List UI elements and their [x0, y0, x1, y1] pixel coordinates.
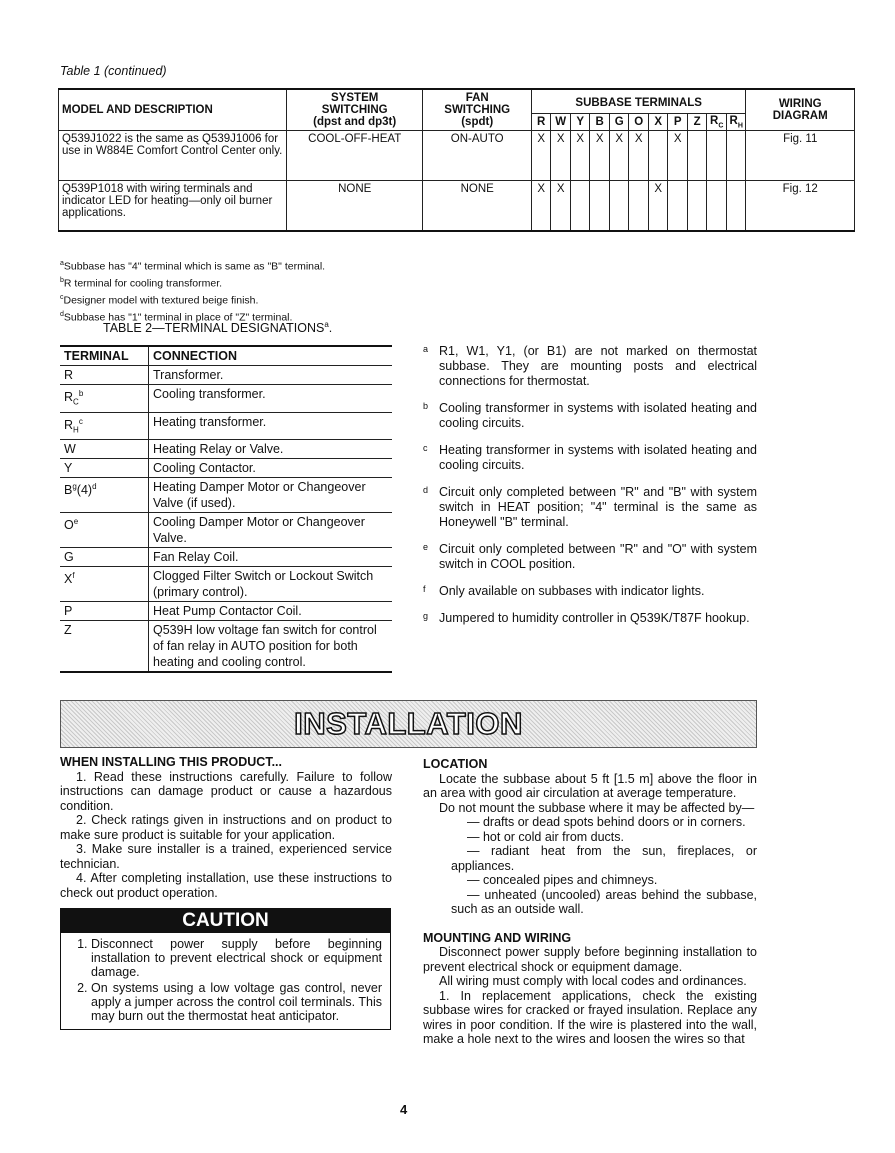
- caution-item: 1. Disconnect power supply before beginning installation to prevent electrical shock or equipment damage.: [91, 937, 382, 979]
- installing-step: 1. Read these instructions carefully. Failure to follow instructions can damage product or cause a hazardous condition.: [60, 769, 392, 813]
- location-heading: LOCATION: [423, 757, 488, 771]
- note-text: Cooling transformer in systems with isolated heating and cooling circuits.: [439, 401, 757, 430]
- connection-cell: Clogged Filter Switch or Lockout Switch (primary control).: [149, 567, 393, 602]
- table1: [58, 88, 855, 232]
- terminal-mark: X: [570, 131, 590, 181]
- table2-row: [60, 412, 392, 440]
- connection-cell: Heating Relay or Valve.: [149, 440, 393, 459]
- row-system: COOL-OFF-HEAT: [286, 131, 423, 181]
- footnote-mark: d: [60, 311, 64, 318]
- terminal-note-mark: b: [78, 389, 84, 398]
- terminal-note: [423, 485, 757, 530]
- terminal-mark: [726, 181, 746, 231]
- terminal-mark: X: [551, 131, 571, 181]
- note-mark: c: [423, 443, 428, 453]
- header-system-l3: (dpst and dp3t): [313, 116, 397, 128]
- terminal-name: R: [64, 390, 74, 405]
- table2-row: [60, 567, 392, 602]
- terminal-cell: [60, 567, 149, 602]
- connection-cell: Cooling Damper Motor or Changeover Valve.: [149, 513, 393, 548]
- note-text: Heating transformer in systems with isolated heating and cooling circuits.: [439, 443, 757, 472]
- row-wiring: Fig. 12: [746, 181, 855, 231]
- table2-row: [60, 513, 392, 548]
- location-para: Do not mount the subbase where it may be affected by—: [439, 800, 755, 815]
- terminal-mark: [570, 181, 590, 231]
- terminal-note-mark: f: [72, 571, 75, 581]
- page-number: 4: [400, 1102, 408, 1117]
- terminal-subscript: H: [737, 122, 743, 130]
- terminal-cell: [60, 366, 149, 385]
- note-text: Circuit only completed between "R" and "B" with system switch in HEAT position; "4" terminal is the same as Honeywell "B" terminal.: [439, 485, 757, 529]
- row-fan: ON-AUTO: [423, 131, 531, 181]
- terminal-name: O: [64, 518, 74, 533]
- header-fan: [423, 89, 531, 131]
- terminal-mark: [609, 181, 629, 231]
- footnote-text: Subbase has "1" terminal in place of "Z" terminal.: [63, 311, 293, 324]
- note-text: Circuit only completed between "R" and "O" with system switch in COOL position.: [439, 542, 757, 571]
- installing-step: 4. After completing installation, use these instructions to check out product operation.: [60, 871, 392, 900]
- terminal-cell: [60, 412, 149, 440]
- terminal-cell: [60, 459, 149, 478]
- terminal-name: X: [64, 572, 73, 587]
- terminal-name: P: [64, 604, 73, 619]
- terminal-note-mark: e: [73, 517, 79, 527]
- table2-row: [60, 385, 392, 413]
- caution-list: [71, 937, 382, 1023]
- footnote: [60, 291, 325, 308]
- footnote: [60, 257, 325, 274]
- terminal-note-mark: c: [78, 416, 83, 426]
- terminal-mark: X: [590, 131, 610, 181]
- header-connection: CONNECTION: [149, 346, 393, 366]
- terminal-letter: B: [595, 115, 604, 128]
- location-bullet: — concealed pipes and chimneys.: [467, 873, 658, 887]
- table2-row: [60, 548, 392, 567]
- terminal-mark: X: [668, 131, 688, 181]
- terminal-letter: W: [555, 115, 567, 128]
- terminal-letter: G: [614, 115, 624, 128]
- connection-cell: Transformer.: [149, 366, 393, 385]
- table2: [60, 345, 392, 673]
- connection-cell: Heat Pump Contactor Coil.: [149, 602, 393, 621]
- header-fan-l2: SWITCHING: [444, 104, 511, 116]
- footnote-text: Subbase has "4" terminal which is same as "B" terminal.: [63, 260, 326, 273]
- note-mark: d: [423, 485, 429, 495]
- terminal-mark: [590, 181, 610, 231]
- terminal-note: [423, 611, 757, 626]
- note-mark: e: [423, 542, 429, 552]
- terminal-mark: [668, 181, 688, 231]
- table1-footnotes: [60, 257, 325, 325]
- table2-row: [60, 478, 392, 513]
- terminal-mark: X: [629, 131, 649, 181]
- terminal-letter: Z: [693, 115, 701, 128]
- header-wiring-l1: WIRING: [778, 98, 822, 110]
- terminal-name: R: [64, 368, 74, 382]
- note-mark: f: [423, 584, 426, 594]
- terminal-name: B: [64, 483, 73, 498]
- terminal-name: R: [64, 417, 74, 432]
- terminal-mark: [687, 181, 707, 231]
- header-wiring-l2: DIAGRAM: [772, 110, 828, 122]
- terminal-header: [551, 113, 571, 130]
- terminal-letter: O: [634, 115, 644, 128]
- terminal-header: [648, 113, 668, 130]
- terminal-note: [423, 584, 757, 599]
- table2-row: [60, 366, 392, 385]
- location-section: [423, 757, 757, 1047]
- table2-row: [60, 621, 392, 673]
- banner-title: INSTALLATION: [294, 706, 523, 741]
- terminal-name: Y: [64, 461, 73, 476]
- terminal-header: [609, 113, 629, 130]
- header-system-l2: SWITCHING: [321, 104, 388, 116]
- terminal-cell: [60, 385, 149, 413]
- note-mark: b: [423, 401, 429, 411]
- table1-row: [59, 181, 855, 231]
- header-wiring: [746, 89, 855, 131]
- terminal-mark: [707, 131, 727, 181]
- header-system-l1: SYSTEM: [331, 92, 379, 104]
- terminal-mark: X: [648, 181, 668, 231]
- terminal-note-mark: d: [92, 482, 97, 492]
- connection-cell: Heating transformer.: [149, 412, 393, 440]
- note-mark: a: [423, 344, 429, 354]
- terminal-cell: [60, 478, 149, 513]
- connection-cell: Cooling Contactor.: [149, 459, 393, 478]
- header-subbase: SUBBASE TERMINALS: [531, 89, 746, 113]
- location-bullet: — drafts or dead spots behind doors or in corners.: [467, 815, 746, 829]
- header-fan-l1: FAN: [465, 92, 489, 104]
- note-text: R1, W1, Y1, (or B1) are not marked on thermostat subbase. They are mounting posts and electrical connections for thermostat.: [439, 344, 757, 388]
- table1-row: [59, 131, 855, 181]
- footnote-mark: a: [60, 260, 64, 267]
- note-mark: g: [423, 611, 429, 621]
- footnote-text: R terminal for cooling transformer.: [63, 277, 223, 290]
- terminal-header: [687, 113, 707, 130]
- row-system: NONE: [286, 181, 423, 231]
- terminal-mark: [707, 181, 727, 231]
- location-bullet: — hot or cold air from ducts.: [467, 829, 625, 844]
- terminal-cell: [60, 602, 149, 621]
- table2-row: [60, 440, 392, 459]
- terminal-mark: [687, 131, 707, 181]
- mounting-para: Disconnect power supply before beginning installation to prevent electrical shock or equipment damage.: [423, 945, 757, 974]
- location-para: Locate the subbase about 5 ft [1.5 m] above the floor in an area with good air circulation at average temperature.: [423, 771, 757, 800]
- terminal-note: [423, 443, 757, 473]
- terminal-cell: [60, 513, 149, 548]
- note-text: Jumpered to humidity controller in Q539K/T87F hookup.: [439, 611, 750, 625]
- installing-section: [60, 755, 392, 900]
- connection-cell: Fan Relay Coil.: [149, 548, 393, 567]
- footnote: [60, 274, 325, 291]
- table2-caption: [103, 320, 332, 335]
- header-fan-l3: (spdt): [461, 116, 494, 128]
- terminal-mark: X: [531, 181, 551, 231]
- terminal-header: [629, 113, 649, 130]
- terminal-subscript: C: [718, 122, 724, 130]
- table1-header-row: [59, 89, 855, 113]
- terminal-mark: X: [551, 181, 571, 231]
- header-model: MODEL AND DESCRIPTION: [59, 89, 287, 131]
- terminal-letter: R: [537, 115, 546, 128]
- table2-caption-period: .: [328, 321, 333, 336]
- terminal-alias: (4): [76, 483, 93, 498]
- terminal-name: W: [64, 442, 76, 457]
- connection-cell: Heating Damper Motor or Changeover Valve (if used).: [149, 478, 393, 513]
- table1-caption: Table 1 (continued): [60, 64, 167, 78]
- terminal-name: Z: [64, 623, 72, 638]
- footnote-mark: c: [60, 294, 64, 301]
- terminal-mark: X: [531, 131, 551, 181]
- terminal-note-mark: g: [72, 482, 77, 492]
- row-fan: NONE: [423, 181, 531, 231]
- terminal-cell: [60, 548, 149, 567]
- row-model: Q539J1022 is the same as Q539J1006 for use in W884E Comfort Control Center only.: [59, 131, 287, 181]
- terminal-letter: Y: [576, 115, 585, 128]
- terminal-note: [423, 401, 757, 431]
- terminal-header: [590, 113, 610, 130]
- installing-heading: WHEN INSTALLING THIS PRODUCT...: [60, 755, 282, 769]
- terminal-letter: R: [729, 114, 738, 127]
- terminal-note: [423, 344, 757, 389]
- mounting-para: All wiring must comply with local codes and ordinances.: [439, 974, 747, 988]
- terminal-header: [668, 113, 688, 130]
- installation-banner: [60, 700, 757, 748]
- header-system: [286, 89, 423, 131]
- connection-cell: Cooling transformer.: [149, 385, 393, 413]
- footnote-mark: b: [60, 277, 64, 284]
- terminal-letter: R: [710, 114, 719, 127]
- terminal-header: [531, 113, 551, 130]
- terminal-cell: [60, 440, 149, 459]
- installing-step: 3. Make sure installer is a trained, experienced service technician.: [60, 842, 392, 871]
- terminal-header: [726, 113, 746, 130]
- caution-item: 2. On systems using a low voltage gas control, never apply a jumper across the control coil terminals. This may burn out the thermostat heat anticipator.: [91, 981, 382, 1023]
- terminal-header: [570, 113, 590, 130]
- terminal-cell: [60, 621, 149, 673]
- location-bullet: — unheated (uncooled) areas behind the subbase, such as an outside wall.: [451, 887, 757, 916]
- installing-step: 2. Check ratings given in instructions and on product to make sure product is suitable for your application.: [60, 813, 392, 842]
- table2-row: [60, 459, 392, 478]
- location-bullet: — radiant heat from the sun, fireplaces, or appliances.: [451, 844, 757, 873]
- terminal-header: [707, 113, 727, 130]
- terminal-subscript: H: [73, 425, 79, 435]
- connection-cell: Q539H low voltage fan switch for control of fan relay in AUTO position for both heating and cooling control.: [149, 621, 393, 673]
- table2-row: [60, 602, 392, 621]
- table2-notes: [423, 344, 757, 638]
- terminal-note: [423, 542, 757, 572]
- row-wiring: Fig. 11: [746, 131, 855, 181]
- terminal-subscript: C: [73, 397, 79, 407]
- terminal-letter: X: [654, 115, 663, 128]
- caution-title: CAUTION: [61, 909, 390, 933]
- table2-caption-mark: a: [324, 320, 329, 329]
- mounting-para: 1. In replacement applications, check the existing subbase wires for cracked or frayed insulation. Replace any wires in poor condition. If the wire is plastered into the wall, make a hole next to the wires and loosen the wires so that: [423, 988, 757, 1046]
- note-text: Only available on subbases with indicator lights.: [439, 584, 705, 598]
- caution-box: [60, 908, 391, 1030]
- footnote-text: Designer model with textured beige finish.: [63, 294, 259, 307]
- terminal-name: G: [64, 550, 74, 565]
- table2-caption-text: TABLE 2—TERMINAL DESIGNATIONS: [103, 321, 325, 336]
- row-model: Q539P1018 with wiring terminals and indicator LED for heating—only oil burner applications.: [59, 181, 287, 231]
- terminal-mark: X: [609, 131, 629, 181]
- terminal-mark: [629, 181, 649, 231]
- terminal-mark: [726, 131, 746, 181]
- terminal-letter: P: [673, 115, 682, 128]
- table2-header-row: [60, 346, 392, 366]
- terminal-mark: [648, 131, 668, 181]
- header-terminal: TERMINAL: [60, 346, 149, 366]
- mounting-heading: MOUNTING AND WIRING: [423, 930, 572, 945]
